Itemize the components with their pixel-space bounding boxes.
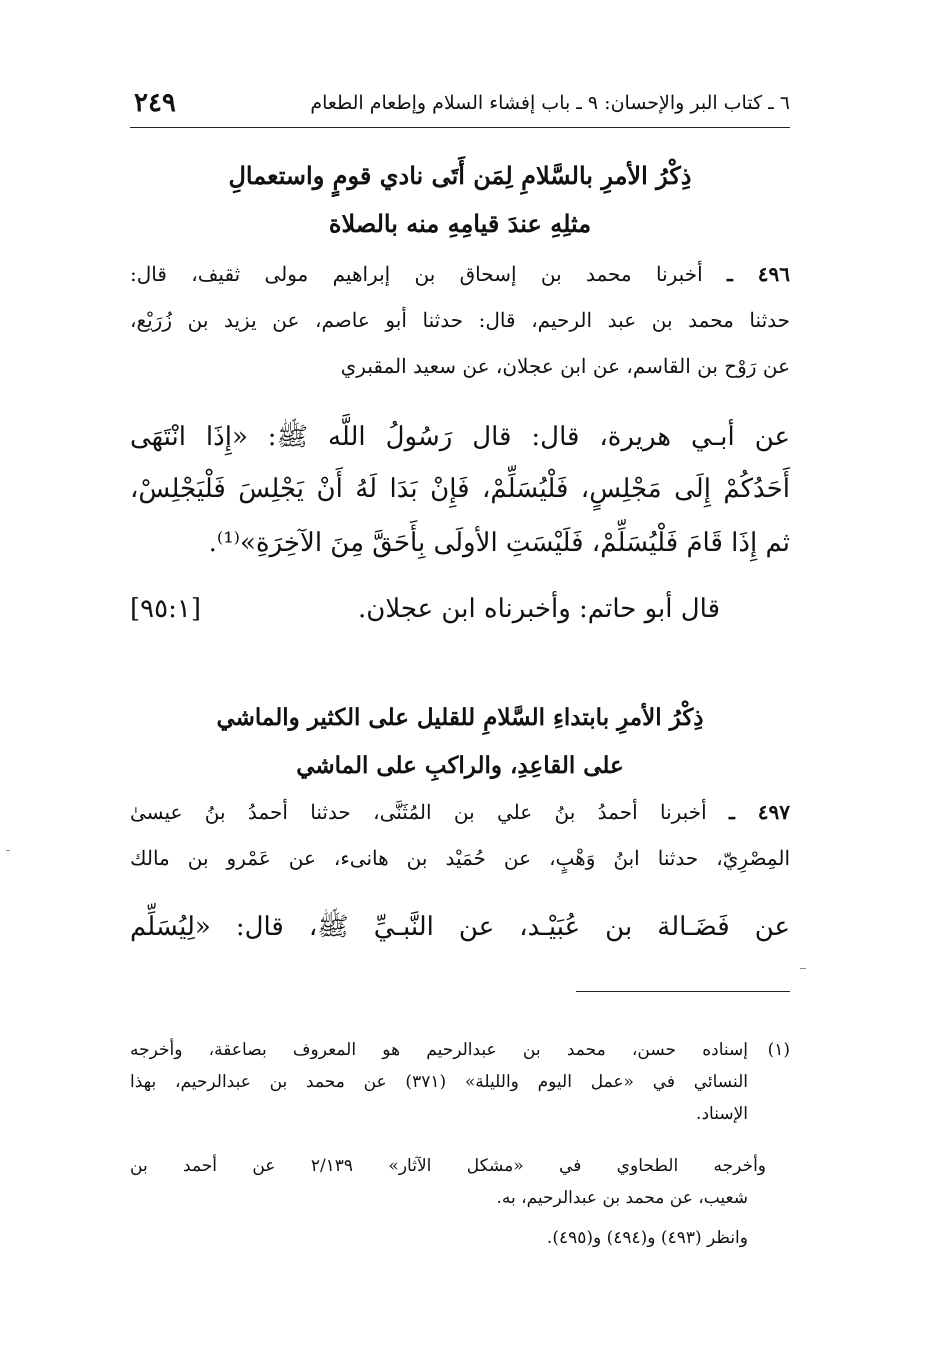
scan-speck	[800, 968, 806, 969]
section-heading-2	[130, 694, 790, 790]
book-page	[130, 0, 790, 1366]
footnote-line: النسائي في «عمل اليوم والليلة» (٣٧١) عن محمد بن عبدالرحيم، بهذا	[130, 1072, 749, 1092]
footnote-line: إسناده حسن، محمد بن عبدالرحيم هو المعروف بصاعقة، وأخرجه	[130, 1040, 748, 1060]
note-reference: [٩٥:١]	[130, 594, 201, 624]
footnote-rule	[576, 991, 790, 992]
running-title: ٦ ـ كتاب البر والإحسان: ٩ ـ باب إفشاء السلام وإطعام الطعام	[310, 92, 790, 114]
running-head	[130, 88, 790, 122]
footnote-marker: (١)	[767, 1040, 790, 1060]
header-rule	[130, 127, 790, 128]
isnad-line: المِصْرِيّ، حدثنا ابنُ وَهْبٍ، عن حُمَيْد بن هانىء، عن عَمْرو بن مالك	[130, 846, 790, 870]
matn-line: أَحَدُكُمْ إِلَى مَجْلِسٍ، فَلْيُسَلِّمْ، فَإِنْ بَدَا لَهُ أَنْ يَجْلِسَ فَلْيَجْلِسْ،	[130, 474, 790, 504]
heading-line: ذِكْرُ الأمرِ بابتداءِ السَّلامِ للقليل على الكثير والماشي	[216, 704, 704, 731]
heading-line: مثلِهِ عندَ قيامِهِ منه بالصلاة	[328, 209, 592, 238]
isnad-text: أخبرنا أحمدُ بنُ علي بن المُثَنَّى، حدثنا أحمدُ بنُ عيسىٰ	[130, 800, 707, 824]
hadith-number: ٤٩٧ ـ	[728, 800, 791, 824]
footnote-line: وانظر (٤٩٣) و(٤٩٤) و(٤٩٥).	[546, 1228, 748, 1248]
isnad-line	[130, 800, 790, 824]
isnad-line	[130, 262, 790, 286]
heading-line: على القاعِدِ، والراكبِ على الماشي	[296, 752, 624, 779]
page-number: ٢٤٩	[134, 88, 176, 118]
heading-line: ذِكْرُ الأمرِ بالسَّلامِ لِمَن أَتَى نادي قومٍ واستعمالِ	[228, 161, 692, 190]
footnote-line: شعيب، عن محمد بن عبدالرحيم، به.	[496, 1188, 748, 1208]
matn-line: عن فَضَـالة بن عُبَيْـد، عن النَّبـيِّ ﷺ، قال: «لِيُسَلِّم	[130, 912, 790, 942]
note-text: قال أبو حاتم: وأخبرناه ابن عجلان.	[358, 594, 720, 624]
section-heading-1	[130, 152, 790, 248]
matn-line: ثم إِذَا قَامَ فَلْيُسَلِّمْ، فَلَيْسَتِ الأولَى بِأَحَقَّ مِنَ الآخِرَةِ»⁽¹⁾.	[208, 528, 790, 558]
isnad-line: عن رَوْح بن القاسم، عن ابن عجلان، عن سعيد المقبري	[340, 354, 790, 378]
scan-speck	[6, 850, 10, 851]
isnad-text: أخبرنا محمد بن إسحاق بن إبراهيم مولى ثقيف، قال:	[130, 262, 703, 286]
hadith-number: ٤٩٦ ـ	[726, 262, 791, 286]
matn-line: عن أبـي هريرة، قال: قال رَسُولُ اللَّه ﷺ: «إِذَا انْتَهَى	[130, 422, 790, 452]
footnote-line: الإسناد.	[696, 1104, 748, 1124]
isnad-line: حدثنا محمد بن عبد الرحيم، قال: حدثنا أبو عاصم، عن يزيد بن زُرَيْع،	[130, 308, 790, 332]
footnote-line: وأخرجه الطحاوي في «مشكل الآثار» ٢/١٣٩ عن أحمد بن	[130, 1156, 766, 1176]
